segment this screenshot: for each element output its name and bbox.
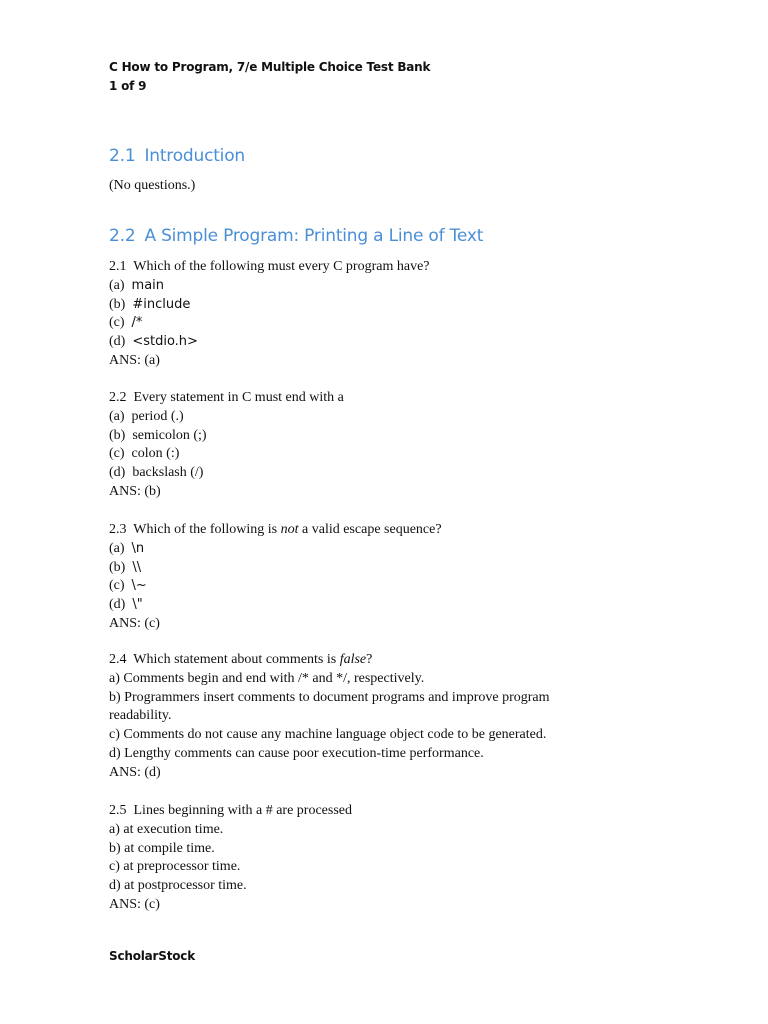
option: [109, 296, 629, 315]
answer: ANS: (a): [109, 352, 160, 368]
option: [109, 408, 629, 427]
option-label: (b): [109, 427, 126, 443]
question-number: 2.1: [109, 259, 127, 274]
option-text: \~: [131, 578, 147, 594]
option-label: c): [109, 727, 120, 743]
option: [109, 314, 629, 333]
option: [109, 577, 629, 596]
option-label: c): [109, 859, 120, 875]
option: [109, 726, 629, 745]
option-text: backslash (/): [132, 465, 204, 481]
option: [109, 427, 629, 446]
option-label: a): [109, 821, 120, 837]
question-number: 2.2: [109, 390, 127, 405]
question-2-1: [109, 258, 629, 371]
section-title-text: Introduction: [144, 146, 245, 166]
option-label: d): [109, 878, 121, 894]
option-label: b): [109, 840, 121, 856]
answer: ANS: (c): [109, 615, 160, 631]
question-2-2: [109, 389, 629, 502]
answer: ANS: (c): [109, 896, 160, 912]
option-label: (d): [109, 334, 126, 350]
option-text: Comments begin and end with /* and */, respectively.: [123, 670, 425, 686]
option-text: Lengthy comments can cause poor execution-time performance.: [124, 745, 484, 761]
option: [109, 689, 589, 727]
option-text: <stdio.h>: [132, 334, 198, 350]
question-text: Which of the following is: [133, 522, 278, 537]
option-text: \n: [131, 540, 145, 556]
option-label: (c): [109, 578, 125, 594]
page-indicator: 1 of 9: [109, 79, 147, 93]
question-text: ?: [366, 652, 373, 667]
answer: ANS: (d): [109, 764, 161, 780]
option-label: (d): [109, 465, 126, 481]
option: [109, 559, 629, 578]
question-text: a valid escape sequence?: [302, 522, 442, 537]
option-text: Comments do not cause any machine language object code to be generated.: [123, 727, 547, 743]
option-label: d): [109, 745, 121, 761]
option: [109, 821, 629, 840]
option-text: #include: [132, 296, 191, 312]
option-text: Programmers insert comments to document programs and improve program readability.: [109, 689, 550, 724]
option-text: /*: [131, 315, 143, 331]
question-number: 2.5: [109, 803, 127, 818]
option-text: at preprocessor time.: [123, 859, 241, 875]
option-label: (b): [109, 559, 126, 575]
option: [109, 858, 629, 877]
question-stem: [109, 389, 629, 408]
option: [109, 540, 629, 559]
question-number: 2.3: [109, 522, 127, 537]
question-stem: [109, 802, 629, 821]
question-number: 2.4: [109, 652, 127, 667]
section-number: 2.2: [109, 226, 136, 246]
answer: ANS: (b): [109, 483, 161, 499]
footer-brand: ScholarStock: [109, 949, 195, 963]
option-text: period (.): [131, 408, 184, 424]
option: [109, 596, 629, 615]
section-heading-simple-program: [109, 226, 483, 246]
option-label: (b): [109, 296, 126, 312]
question-stem: [109, 258, 629, 277]
option: [109, 333, 629, 352]
option-label: b): [109, 689, 121, 705]
question-emphasis: not: [280, 522, 299, 537]
section-number: 2.1: [109, 146, 136, 166]
question-2-4: [109, 651, 629, 783]
question-text: Which statement about comments is: [133, 652, 337, 667]
document-title: C How to Program, 7/e Multiple Choice Test Bank: [109, 60, 431, 74]
option-text: at postprocessor time.: [124, 878, 247, 894]
option-label: (d): [109, 597, 126, 613]
option-text: \\: [132, 559, 142, 575]
option-label: (a): [109, 540, 125, 556]
option: [109, 745, 629, 764]
section-title-text: A Simple Program: Printing a Line of Text: [144, 226, 484, 246]
question-text: Which of the following must every C program have?: [133, 259, 430, 274]
option: [109, 445, 629, 464]
question-text: Lines beginning with a # are processed: [133, 803, 352, 818]
option: [109, 277, 629, 296]
option: [109, 877, 629, 896]
option-text: at execution time.: [123, 821, 224, 837]
section-note: (No questions.): [109, 178, 196, 193]
question-stem: [109, 521, 629, 540]
question-text: Every statement in C must end with a: [133, 390, 344, 405]
question-2-3: [109, 521, 629, 634]
option: [109, 670, 629, 689]
option-label: a): [109, 670, 120, 686]
option-label: (a): [109, 277, 125, 293]
option-text: semicolon (;): [132, 427, 207, 443]
option: [109, 840, 629, 859]
option-text: colon (:): [131, 446, 180, 462]
question-stem: [109, 651, 629, 670]
option-text: main: [131, 277, 165, 293]
option-label: (a): [109, 408, 125, 424]
page-header: [109, 58, 430, 96]
option-text: \": [132, 597, 143, 613]
option-label: (c): [109, 446, 125, 462]
question-emphasis: false: [339, 652, 367, 667]
question-2-5: [109, 802, 629, 915]
option-text: at compile time.: [124, 840, 215, 856]
option-label: (c): [109, 315, 125, 331]
section-heading-introduction: [109, 146, 245, 166]
option: [109, 464, 629, 483]
